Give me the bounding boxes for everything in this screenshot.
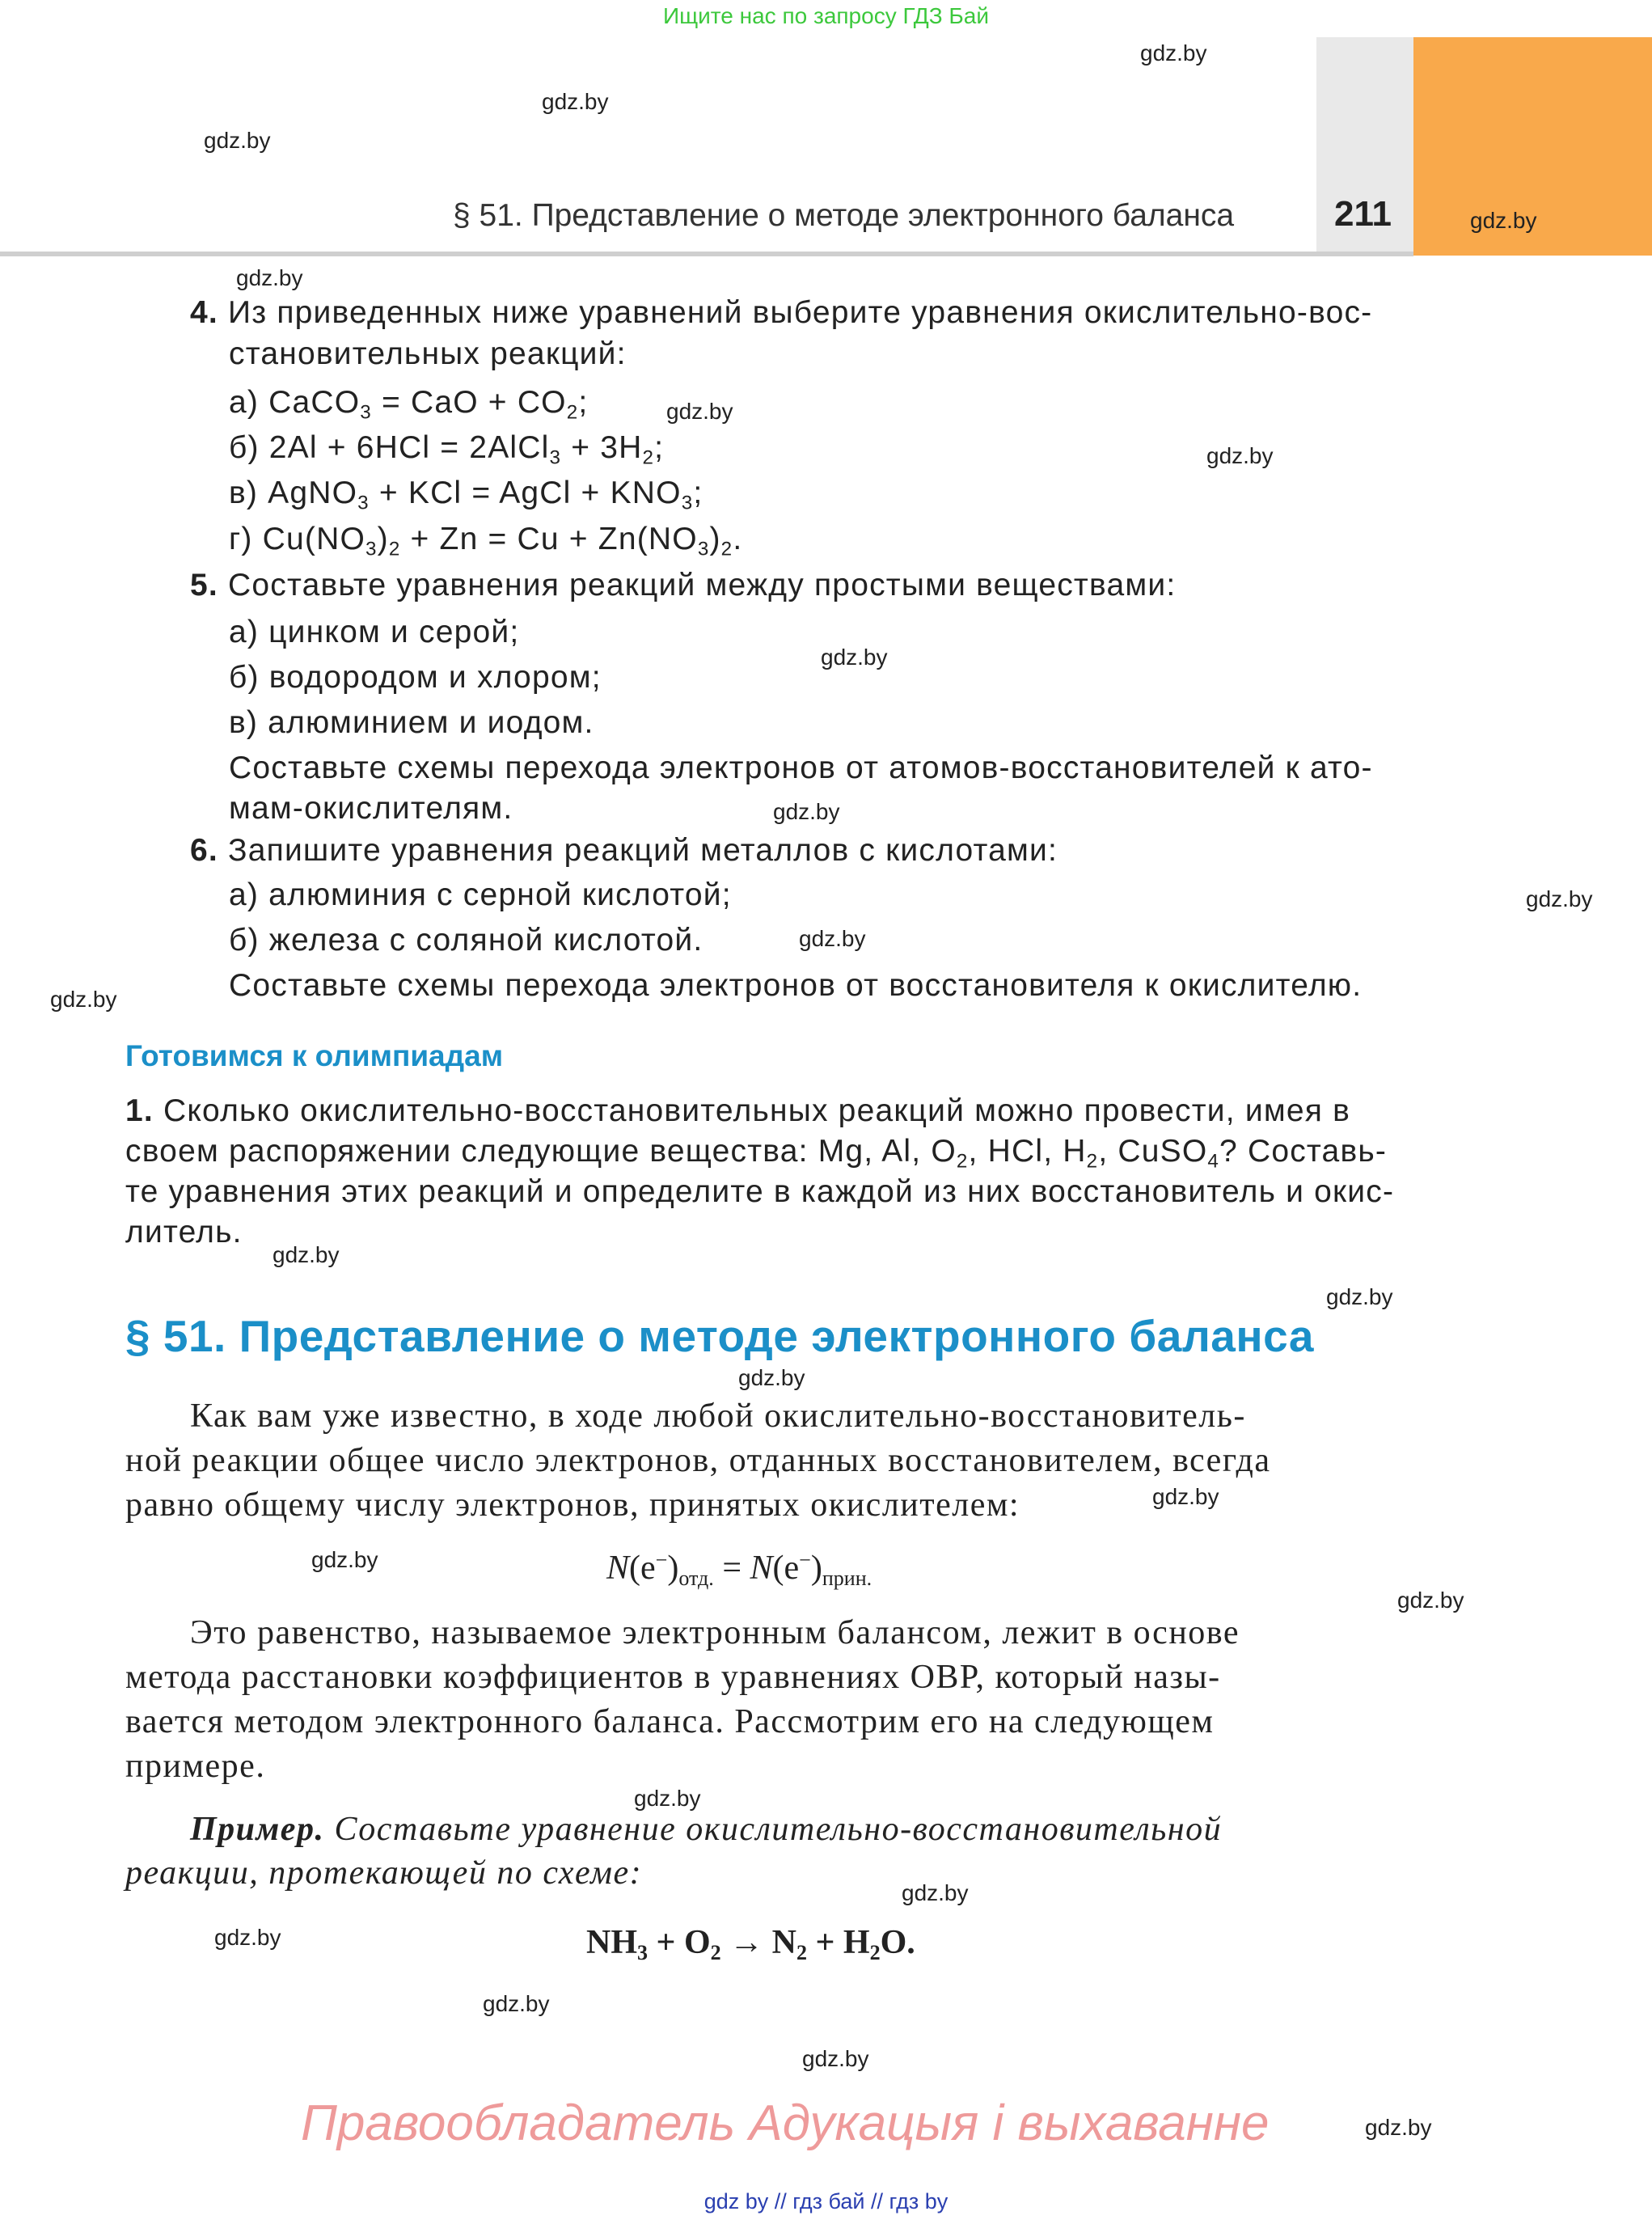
watermark: gdz.by bbox=[802, 2046, 869, 2071]
olympiad-line-4: литель. bbox=[125, 1215, 243, 1249]
watermark: gdz.by bbox=[204, 128, 271, 153]
task-number: 4. bbox=[190, 295, 218, 330]
rights-holder: Правообладатель Адукацыя і выхаванне bbox=[301, 2095, 1270, 2151]
olympiad-line-3: те уравнения этих реакций и определите в каждой из них восстановитель и окис- bbox=[125, 1174, 1395, 1209]
watermark: gdz.by bbox=[214, 1925, 281, 1950]
watermark: gdz.by bbox=[773, 799, 840, 824]
watermark: gdz.by bbox=[1152, 1484, 1219, 1509]
watermark: gdz.by bbox=[311, 1547, 378, 1572]
task-number: 6. bbox=[190, 833, 218, 868]
olympiad-line-2: своем распоряжении следующие вещества: Mg, Al, $O_2$, HCl, $H_2$, CuSO$_4$? Составь- bbox=[125, 1134, 1388, 1173]
equation-c: в) AgNO$_3$ + KCl = AgCl + $KNO_3$; bbox=[229, 476, 703, 514]
olympiad-heading: Готовимся к олимпиадам bbox=[125, 1039, 504, 1072]
paragraph-1-line-2: ной реакции общее число электронов, отданных восстановителем, всегда bbox=[125, 1442, 1271, 1479]
paragraph-2-line-2: метода расстановки коэффициентов в уравнениях ОВР, который назы- bbox=[125, 1659, 1221, 1696]
paragraph-2-line-1: Это равенство, называемое электронным балансом, лежит в основе bbox=[190, 1614, 1240, 1651]
task-5-b: б) водородом и хлором; bbox=[229, 660, 602, 695]
equation-d: г) $Cu(NO_3)_2 + Zn = Cu + Zn(NO_3)_2$. bbox=[229, 522, 743, 560]
watermark: gdz.by bbox=[542, 89, 609, 114]
watermark: gdz.by bbox=[799, 926, 866, 951]
watermark: gdz.by bbox=[1397, 1588, 1464, 1613]
page-number: 211 bbox=[1334, 194, 1392, 234]
task-6-b: б) железа с соляной кислотой. bbox=[229, 923, 703, 958]
watermark: gdz.by bbox=[1470, 208, 1537, 233]
running-title: § 51. Представление о методе электронного баланса bbox=[453, 198, 1235, 233]
electron-balance-formula: $N(e^-)_{отд.} = N(e^-)_{прин.}$ bbox=[606, 1548, 872, 1590]
watermark: gdz.by bbox=[50, 987, 117, 1012]
task-6-note: Составьте схемы перехода электронов от восстановителя к окислителю. bbox=[229, 968, 1363, 1003]
task-text: Сколько окислительно-восстановительных реакций можно провести, имея в bbox=[163, 1093, 1351, 1128]
task-text: Запишите уравнения реакций металлов с кислотами: bbox=[227, 833, 1058, 868]
task-4-line-1 bbox=[190, 295, 1372, 331]
reaction-scheme: $NH_3 + O_2 \to N_2 + H_2O$. bbox=[586, 1924, 915, 1964]
bottom-links[interactable]: gdz by // гдз бай // гдз by bbox=[703, 2189, 949, 2213]
watermark: gdz.by bbox=[273, 1242, 340, 1267]
task-number: 1. bbox=[125, 1093, 154, 1128]
equation-b: б) 2Al + 6HCl = 2AlCl$_3$ + $3H_2$; bbox=[229, 430, 665, 469]
paragraph-1-line-3: равно общему числу электронов, принятых окислителем: bbox=[125, 1486, 1020, 1524]
task-6-a: а) алюминия с серной кислотой; bbox=[229, 877, 732, 912]
watermark: gdz.by bbox=[634, 1786, 701, 1811]
watermark: gdz.by bbox=[483, 1991, 550, 2016]
equation-a: а) CaCO$_3$ = CaO + $CO_2$; bbox=[229, 385, 589, 424]
task-5-a: а) цинком и серой; bbox=[229, 615, 520, 649]
watermark: gdz.by bbox=[1140, 40, 1207, 66]
watermark: gdz.by bbox=[1326, 1284, 1393, 1309]
task-number: 5. bbox=[190, 568, 218, 603]
section-title: § 51. Представление о методе электронного баланса bbox=[125, 1311, 1314, 1361]
watermark: gdz.by bbox=[738, 1365, 805, 1390]
watermark: gdz.by bbox=[666, 399, 733, 424]
top-notice[interactable]: Ищите нас по запросу ГДЗ Бай bbox=[662, 3, 990, 28]
task-text: Из приведенных ниже уравнений выберите уравнения окислительно-вос- bbox=[227, 295, 1373, 330]
task-5-c: в) алюминием и иодом. bbox=[229, 705, 594, 740]
watermark: gdz.by bbox=[1206, 443, 1274, 468]
example-line-1 bbox=[190, 1810, 1222, 1849]
olympiad-line-1 bbox=[125, 1093, 1350, 1129]
watermark: gdz.by bbox=[1365, 2115, 1432, 2140]
task-5-note-2: мам-окислителям. bbox=[229, 791, 513, 826]
task-6-line-1 bbox=[190, 833, 1058, 869]
watermark: gdz.by bbox=[1526, 886, 1593, 911]
task-5-note-1: Составьте схемы перехода электронов от атомов-восстановителей к ато- bbox=[229, 750, 1373, 785]
watermark: gdz.by bbox=[821, 645, 888, 670]
task-text: Составьте уравнения реакций между простыми веществами: bbox=[227, 568, 1177, 603]
example-text: Составьте уравнение окислительно-восстановительной bbox=[334, 1811, 1223, 1848]
example-label: Пример. bbox=[190, 1811, 325, 1848]
watermark: gdz.by bbox=[236, 265, 303, 290]
task-4-line-2: становительных реакций: bbox=[229, 336, 627, 371]
paragraph-1-line-1: Как вам уже известно, в ходе любой окислительно-восстановитель- bbox=[190, 1397, 1246, 1435]
paragraph-2-line-4: примере. bbox=[125, 1748, 266, 1785]
watermark: gdz.by bbox=[902, 1880, 969, 1905]
paragraph-2-line-3: вается методом электронного баланса. Рассмотрим его на следующем bbox=[125, 1703, 1215, 1740]
example-line-2: реакции, протекающей по схеме: bbox=[125, 1854, 643, 1892]
task-5-line-1 bbox=[190, 568, 1176, 603]
header-rule bbox=[0, 252, 1413, 256]
